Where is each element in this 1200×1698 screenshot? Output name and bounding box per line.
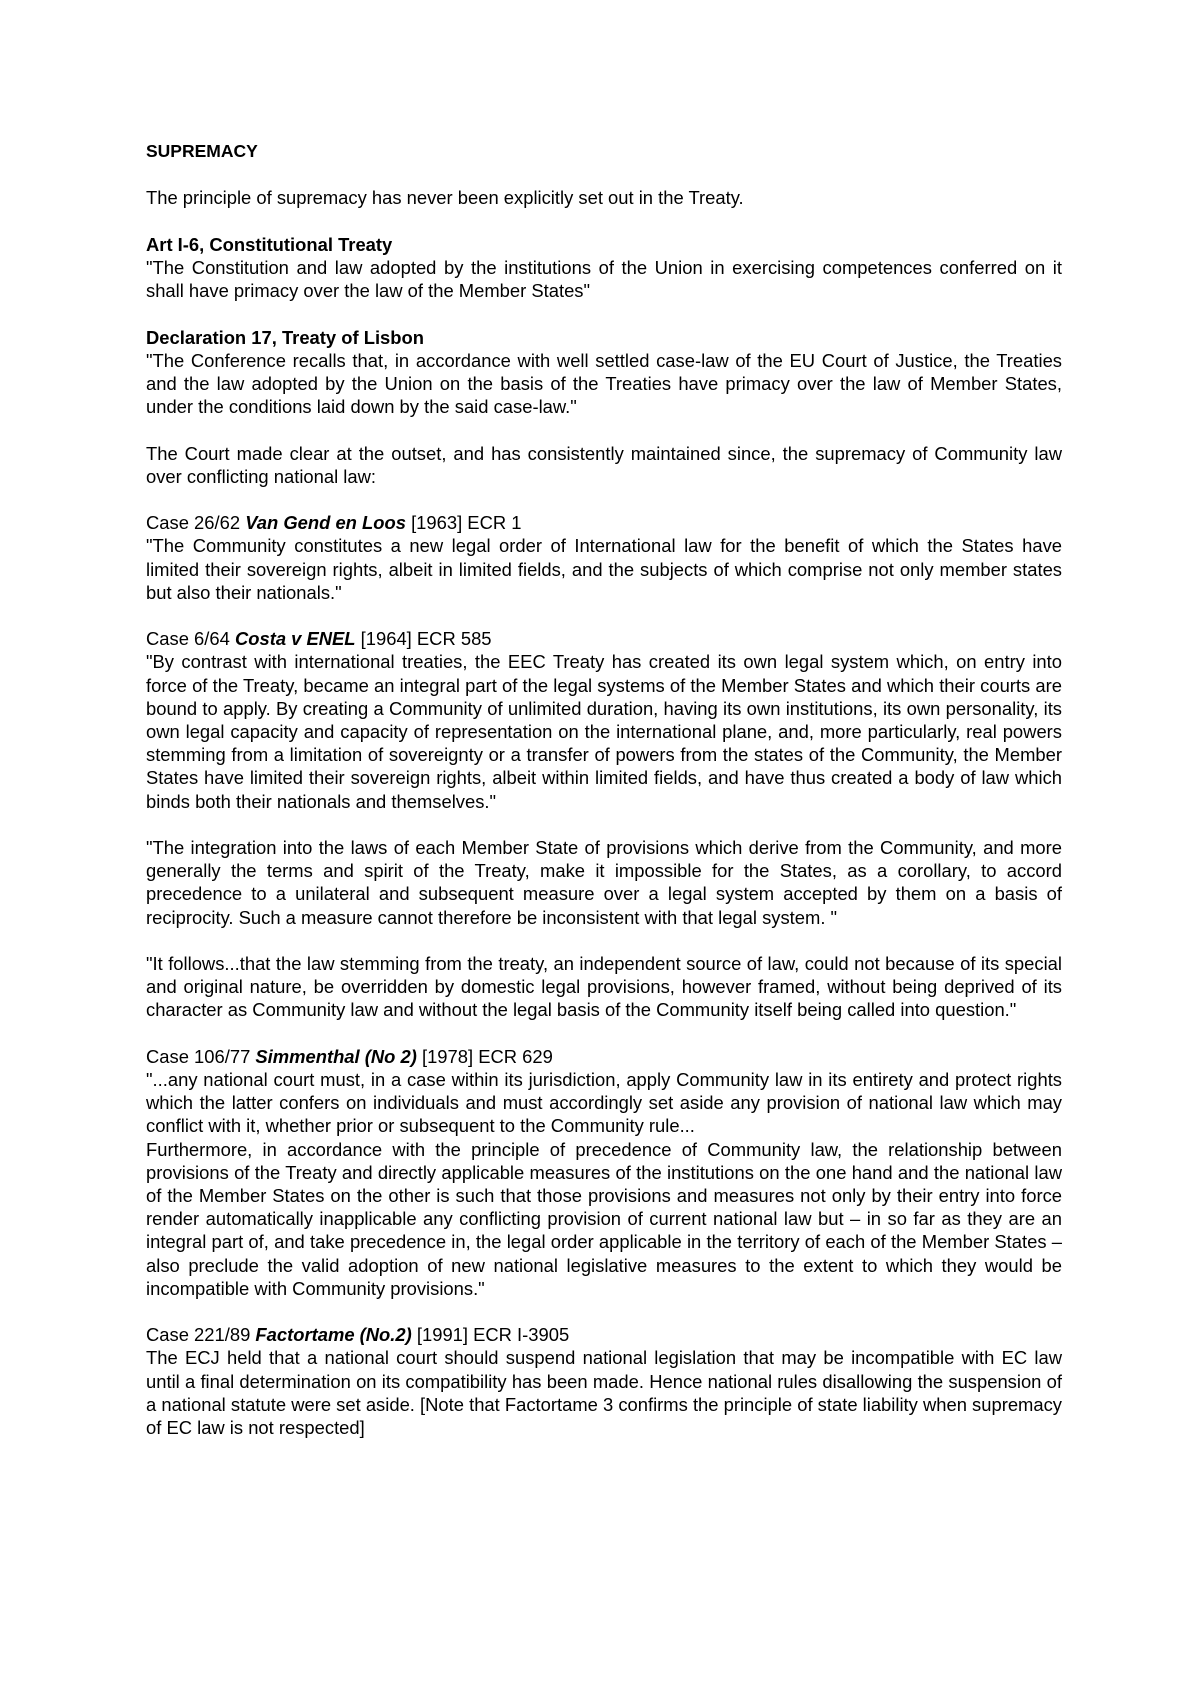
document-title: SUPREMACY [146, 141, 258, 161]
declaration17-quote: "The Conference recalls that, in accordance with well settled case-law of the EU Court of Justice, the Treaties and the law adopted by the Union on the basis of the Treaties have primacy over the law of Member States, under the conditions laid down by the said case-law." [146, 349, 1062, 418]
art-i6-quote: "The Constitution and law adopted by the institutions of the Union in exercising competences conferred on it shall have primacy over the law of the Member States" [146, 256, 1062, 302]
document-page [146, 140, 1062, 1439]
case-name: Costa v ENEL [234, 628, 356, 650]
case-prefix: Case 26/62 [146, 512, 246, 534]
case-heading [146, 627, 1062, 650]
art-i6-heading: Art I-6, Constitutional Treaty [146, 233, 393, 255]
case-heading [146, 1045, 1062, 1068]
case-name: Simmenthal (No 2) [255, 1045, 417, 1067]
declaration17-heading: Declaration 17, Treaty of Lisbon [146, 326, 424, 348]
case-prefix: Case 221/89 [146, 1324, 256, 1346]
case-heading [146, 1323, 1062, 1346]
case-quote: "The integration into the laws of each Member State of provisions which derive from the Community, and more generally the terms and spirit of the Treaty, make it impossible for the States, as a corollary, to accord precedence to a unilateral and subsequent measure over a legal system accepted by them on a basis of reciprocity. Such a measure cannot therefore be inconsistent with that legal system. " [146, 836, 1062, 928]
case-citation: [1963] ECR 1 [405, 512, 522, 534]
case-heading [146, 511, 1062, 534]
case-name: Van Gend en Loos [245, 512, 406, 534]
case-name: Factortame (No.2) [255, 1324, 412, 1346]
court-statement: The Court made clear at the outset, and has consistently maintained since, the supremacy of Community law over conflicting national law: [146, 442, 1062, 487]
case-citation: [1964] ECR 585 [355, 628, 492, 650]
case-citation: [1978] ECR 629 [416, 1045, 553, 1067]
case-summary: The ECJ held that a national court should suspend national legislation that may be incompatible with EC law until a final determination on its compatibility has been made. Hence national rules disallowing the suspension of a national statute were set aside. [Note that Factortame 3 confirms the principle of state liability when supremacy of EC law is not respected] [146, 1347, 1062, 1439]
case-prefix: Case 106/77 [146, 1045, 256, 1067]
intro-paragraph: The principle of supremacy has never been explicitly set out in the Treaty. [146, 187, 744, 209]
case-quote: Furthermore, in accordance with the principle of precedence of Community law, the relationship between provisions of the Treaty and directly applicable measures of the institutions on the one hand and the national law of the Member States on the other is such that those provisions and measures not only by their entry into force render automatically inapplicable any conflicting provision of current national law but – in so far as they are an integral part of, and take precedence in, the legal order applicable in the territory of each of the Member States – also preclude the valid adoption of new national legislative measures to the extent to which they would be incompatible with Community provisions." [146, 1138, 1062, 1299]
case-quote: "By contrast with international treaties, the EEC Treaty has created its own legal system which, on entry into force of the Treaty, became an integral part of the legal systems of the Member States and which their courts are bound to apply. By creating a Community of unlimited duration, having its own institutions, its own personality, its own legal capacity and capacity of representation on the international plane, and, more particularly, real powers stemming from a limitation of sovereignty or a transfer of powers from the states of the Community, the Member States have limited their sovereign rights, albeit within limited fields, and have thus created a body of law which binds both their nationals and themselves." [146, 651, 1062, 812]
case-prefix: Case 6/64 [146, 628, 235, 650]
case-quote: "...any national court must, in a case within its jurisdiction, apply Community law in its entirety and protect rights which the latter confers on individuals and must accordingly set aside any provision of national law which may conflict with it, whether prior or subsequent to the Community rule... [146, 1068, 1062, 1137]
case-quote: "The Community constitutes a new legal order of International law for the benefit of which the States have limited their sovereign rights, albeit in limited fields, and the subjects of which comprise not only member states but also their nationals." [146, 535, 1062, 603]
case-citation: [1991] ECR I-3905 [411, 1324, 570, 1346]
case-quote: "It follows...that the law stemming from the treaty, an independent source of law, could not because of its special and original nature, be overridden by domestic legal provisions, however framed, without being deprived of its character as Community law and without the legal basis of the Community itself being called into question." [146, 952, 1062, 1021]
